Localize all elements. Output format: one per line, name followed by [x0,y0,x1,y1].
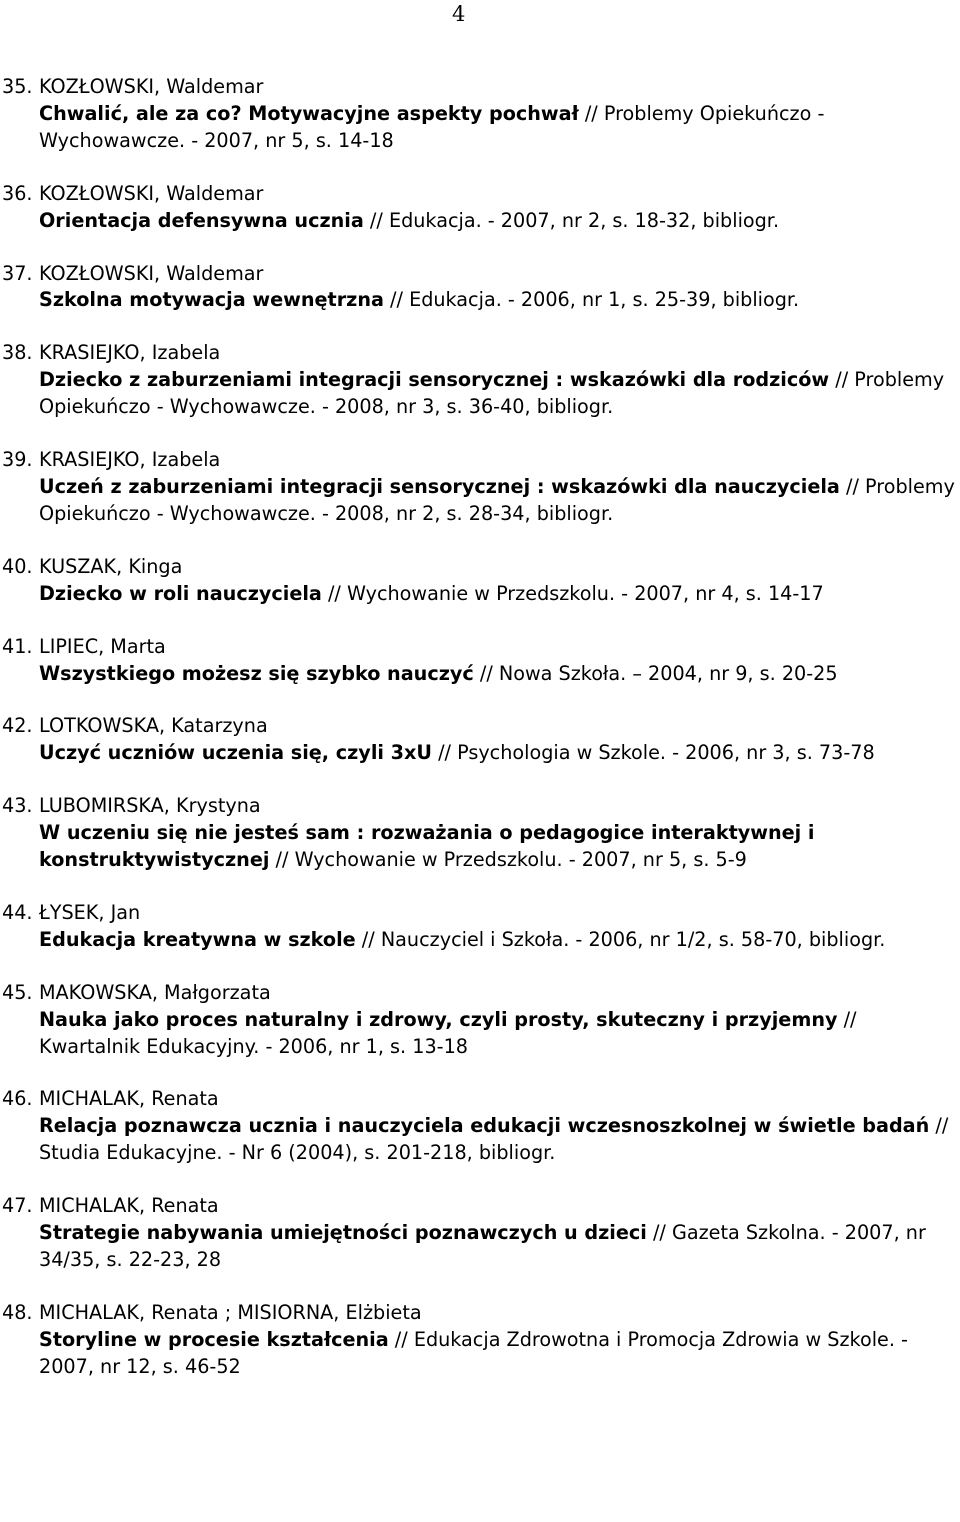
entry-body [39,927,956,954]
bibliography-entry [0,1193,960,1274]
entry-author: LOTKOWSKA, Katarzyna [39,714,268,738]
entry-number: 35. [2,75,33,98]
entry-author: ŁYSEK, Jan [39,900,141,924]
entry-author: KRASIEJKO, Izabela [39,448,221,472]
page-number: 4 [452,2,466,26]
entry-title: Chwalić, ale za co? Motywacyjne aspekty pochwał [39,101,579,125]
entry-source: // Wychowanie w Przedszkolu. - 2007, nr 5, s. 5-9 [269,848,747,872]
entry-title: Storyline w procesie kształcenia [39,1327,389,1351]
entry-number: 41. [2,634,33,658]
entry-source: // Nowa Szkoła. – 2004, nr 9, s. 20-25 [473,661,838,685]
entry-title: W uczeniu się nie jesteś sam : rozważania o pedagogice interaktywnej i konstruktywistycznej [39,821,815,872]
entry-body [39,740,956,767]
entry-body [39,1113,956,1167]
entry-source: // Wychowanie w Przedszkolu. - 2007, nr 4, s. 14-17 [321,581,824,605]
bibliography-entry [0,340,960,421]
entry-source: // Psychologia w Szkole. - 2006, nr 3, s. 73-78 [431,741,875,765]
entry-source: // Edukacja Zdrowotna i Promocja Zdrowia w Szkole. - 2007, nr 12, s. 46-52 [39,1327,908,1378]
entry-number: 39. [2,448,33,472]
entry-author: MICHALAK, Renata [39,1194,219,1218]
bibliography-entry [0,554,960,608]
entry-title: Strategie nabywania umiejętności poznawczych u dzieci [39,1221,647,1245]
entry-author: KOZŁOWSKI, Waldemar [39,75,264,98]
entry-body [39,661,956,688]
entry-title: Uczeń z zaburzeniami integracji sensorycznej : wskazówki dla nauczyciela [39,474,840,498]
entry-body [39,1007,956,1061]
entry-title: Szkolna motywacja wewnętrzna [39,288,384,312]
entry-author: KRASIEJKO, Izabela [39,341,221,365]
entry-title: Nauka jako proces naturalny i zdrowy, czyli prosty, skuteczny i przyjemny [39,1007,838,1031]
entry-source: // Edukacja. - 2006, nr 1, s. 25-39, bibliogr. [383,288,800,312]
entry-author: MICHALAK, Renata [39,1087,219,1111]
entry-source: // Nauczyciel i Szkoła. - 2006, nr 1/2, s. 58-70, bibliogr. [355,927,886,951]
entry-source: // Problemy Opiekuńczo - Wychowawcze. - 2008, nr 3, s. 36-40, bibliogr. [39,368,945,419]
entry-number: 40. [2,554,33,578]
entry-number: 42. [2,714,33,738]
entry-number: 36. [2,181,33,205]
entry-title: Relacja poznawcza ucznia i nauczyciela edukacji wczesnoszkolnej w świetle badań [39,1114,930,1138]
entry-body [39,208,956,235]
entry-source: // Problemy Opiekuńczo - Wychowawcze. - 2007, nr 5, s. 14-18 [39,101,825,152]
entry-body [39,367,956,421]
entry-body [39,287,956,314]
entry-author: MICHALAK, Renata ; MISIORNA, Elżbieta [39,1300,422,1324]
entry-number: 48. [2,1300,33,1324]
entry-author: KOZŁOWSKI, Waldemar [39,261,264,285]
bibliography-entry [0,634,960,688]
bibliography-entry [0,900,960,954]
bibliography-entry [0,793,960,874]
entry-title: Dziecko w roli nauczyciela [39,581,322,605]
bibliography-entry [0,1086,960,1167]
entry-number: 38. [2,341,33,365]
entry-title: Uczyć uczniów uczenia się, czyli 3xU [39,741,432,765]
bibliography-entry [0,447,960,528]
entry-number: 47. [2,1194,33,1218]
entry-number: 45. [2,980,33,1004]
entry-source: // Gazeta Szkolna. - 2007, nr 34/35, s. 22-23, 28 [39,1221,926,1271]
entry-author: LIPIEC, Marta [39,634,166,658]
bibliography-entry [0,980,960,1061]
entry-title: Edukacja kreatywna w szkole [39,927,356,951]
entry-number: 44. [2,900,33,924]
entry-body [39,820,956,874]
bibliography-list [0,74,960,1407]
entry-body [39,1327,956,1381]
entry-title: Orientacja defensywna ucznia [39,208,364,232]
entry-number: 37. [2,261,33,285]
bibliography-entry [0,261,960,315]
entry-number: 43. [2,794,33,818]
entry-source: // Problemy Opiekuńczo - Wychowawcze. - 2008, nr 2, s. 28-34, bibliogr. [39,474,955,525]
entry-source: // Edukacja. - 2007, nr 2, s. 18-32, bibliogr. [363,208,780,232]
entry-body [39,1220,956,1274]
entry-body [39,581,956,608]
entry-author: KUSZAK, Kinga [39,554,183,578]
entry-author: KOZŁOWSKI, Waldemar [39,181,264,205]
entry-body [39,474,956,528]
entry-title: Dziecko z zaburzeniami integracji sensorycznej : wskazówki dla rodziców [39,368,830,392]
bibliography-entry [0,181,960,235]
entry-source: // Studia Edukacyjne. - Nr 6 (2004), s. 201-218, bibliogr. [39,1114,949,1165]
entry-author: LUBOMIRSKA, Krystyna [39,794,261,818]
entry-source: // Kwartalnik Edukacyjny. - 2006, nr 1, s. 13-18 [39,1007,857,1058]
entry-title: Wszystkiego możesz się szybko nauczyć [39,661,474,685]
bibliography-entry [0,1300,960,1381]
entry-body [39,101,956,155]
entry-number: 46. [2,1087,33,1111]
entry-author: MAKOWSKA, Małgorzata [39,980,271,1004]
bibliography-entry [0,74,960,155]
bibliography-entry [0,713,960,767]
